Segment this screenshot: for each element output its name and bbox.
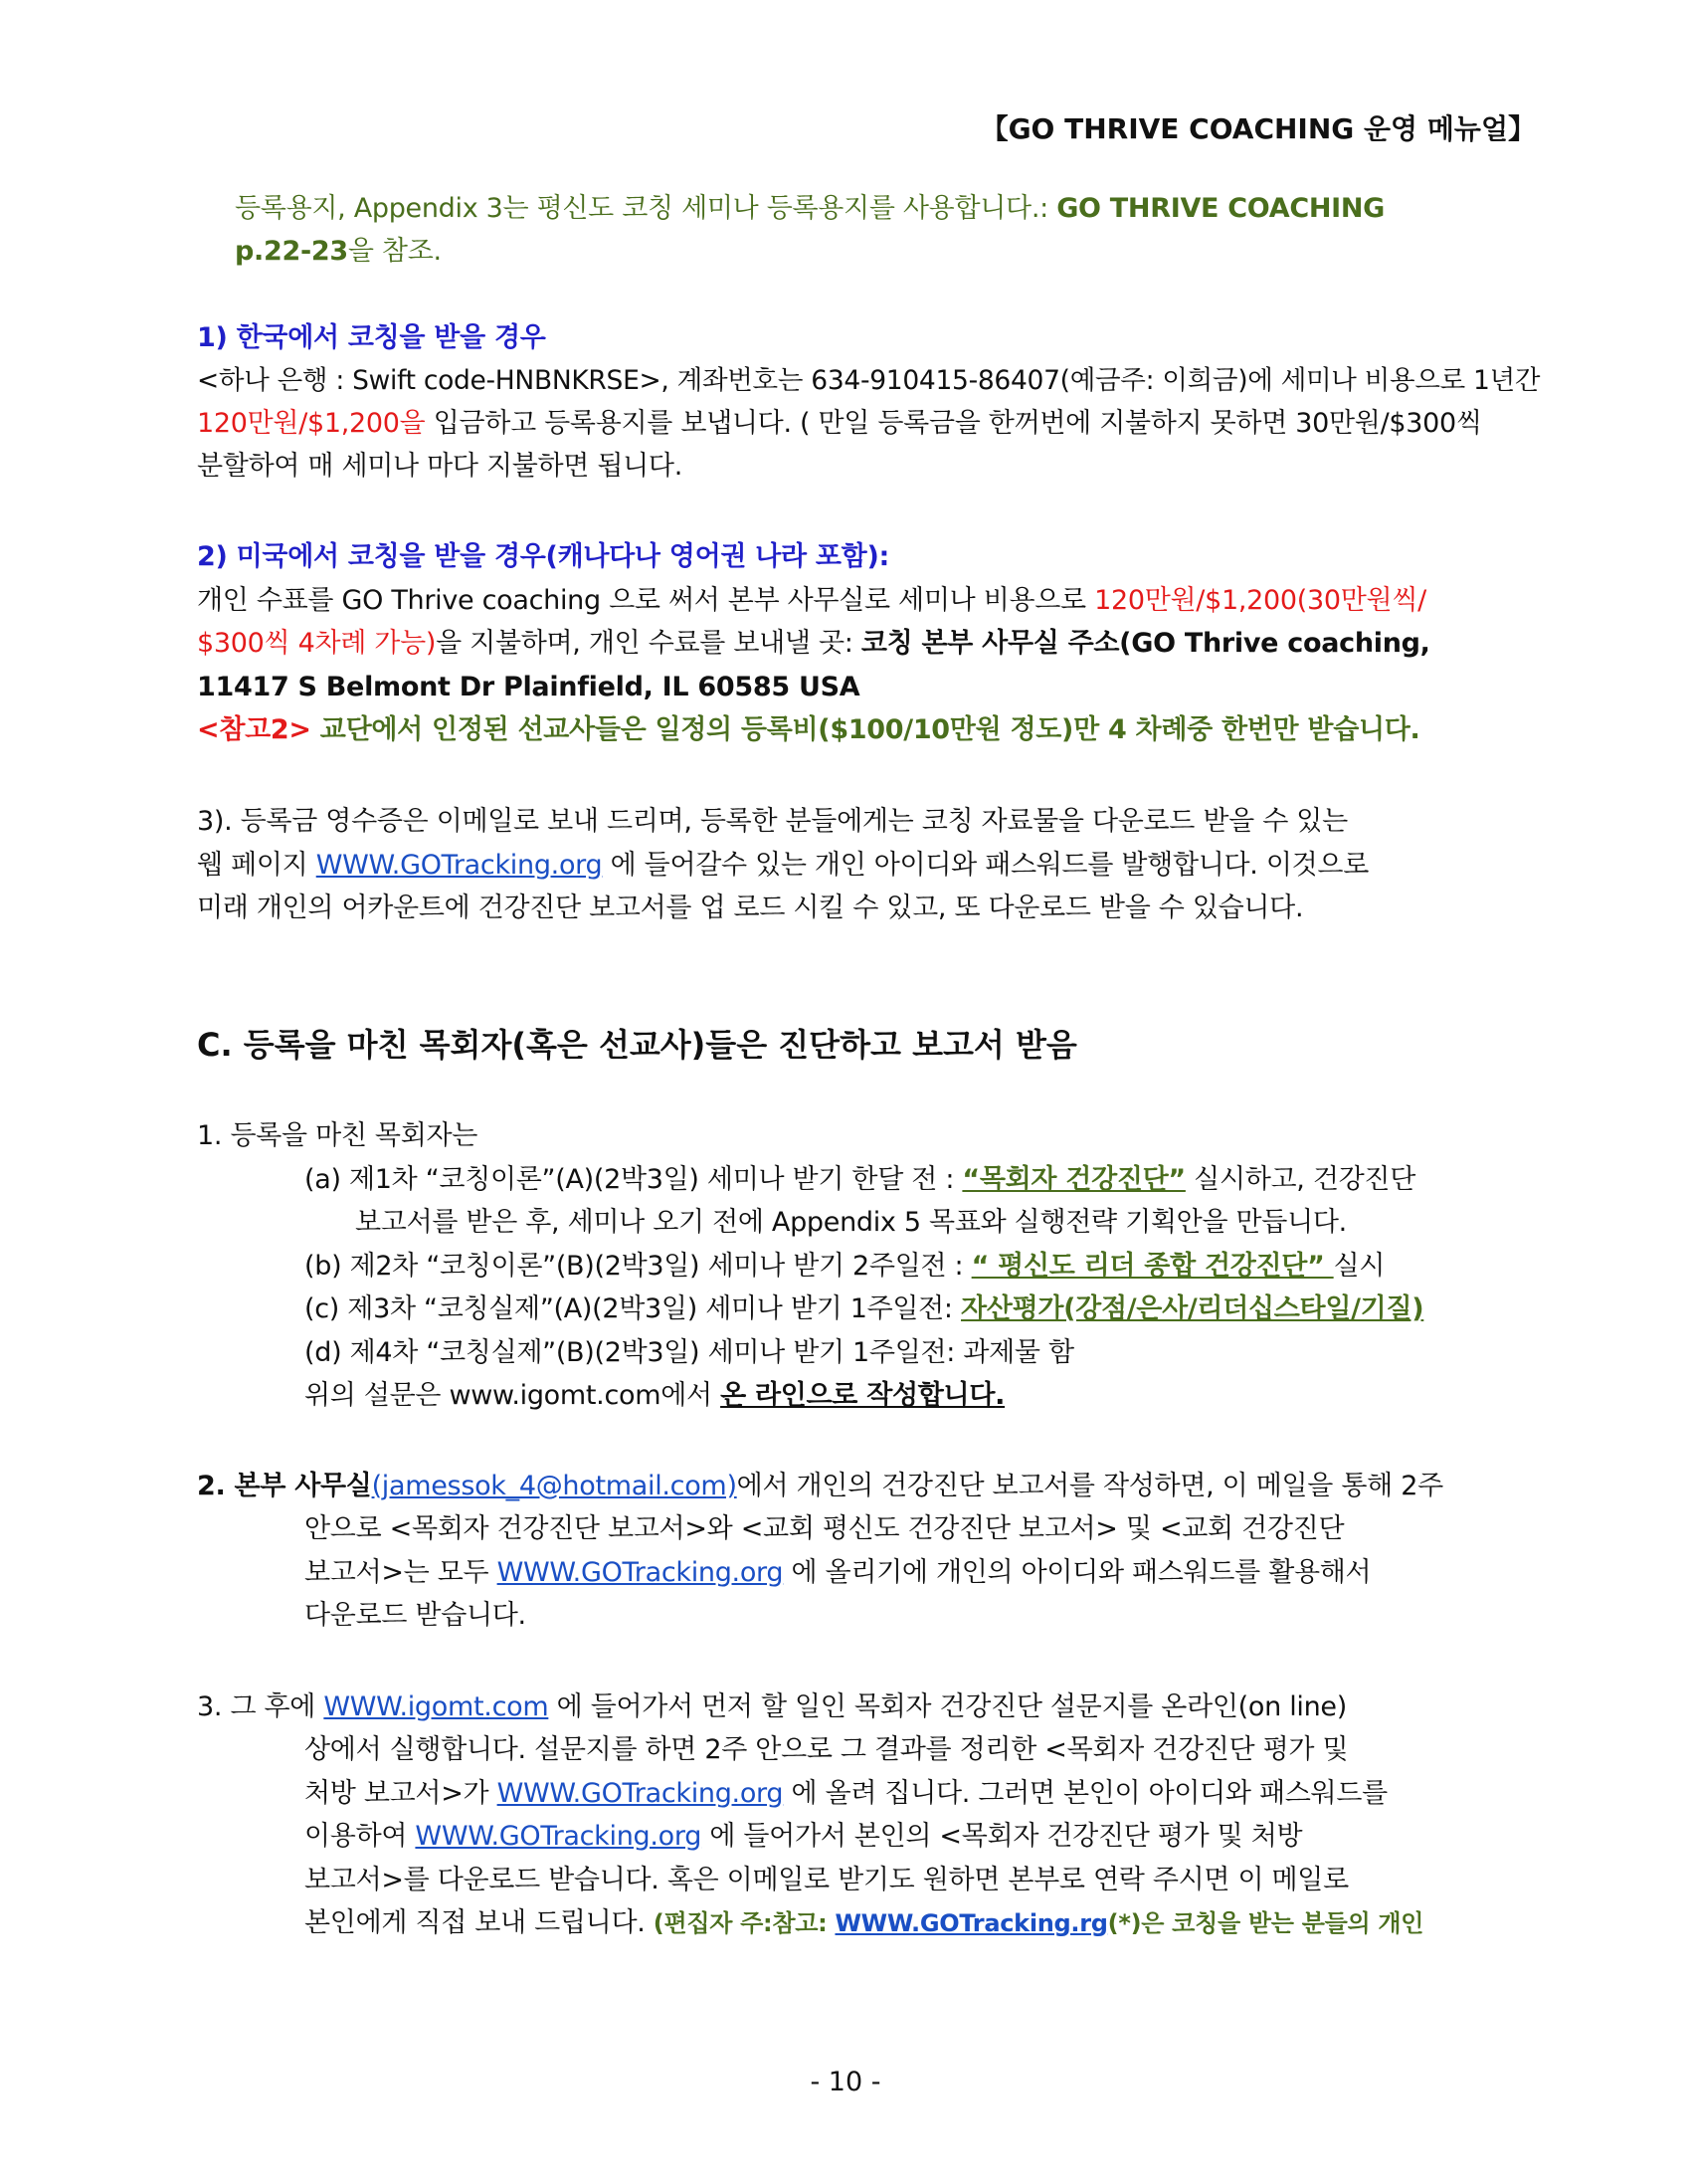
item-1a-line-1: (a) 제1차 “코칭이론”(A)(2박3일) 세미나 받기 한달 전 : “목회자 건강진단” 실시하고, 건강진단	[304, 1164, 1415, 1195]
section-3-line-1: 3). 등록금 영수증은 이메일로 보내 드리며, 등록한 분들에게는 코칭 자료물을 다운로드 받을 수 있는	[197, 806, 1348, 837]
item-3-line-3: 처방 보고서>가 WWW.GOTracking.org 에 올려 집니다. 그러면 본인이 아이디와 패스워드를	[304, 1778, 1388, 1809]
item-1d: (d) 제4차 “코칭실제”(B)(2박3일) 세미나 받기 1주일전: 과제물 함	[304, 1337, 1074, 1368]
item-3-line-1: 3. 그 후에 WWW.igomt.com 에 들어가서 먼저 할 일인 목회자 건강진단 설문지를 온라인(on line)	[197, 1691, 1347, 1722]
item-2-line-4: 다운로드 받습니다.	[304, 1600, 526, 1631]
section-2-line-2: $300씩 4차례 가능)을 지불하며, 개인 수료를 보내낼 곳: 코칭 본부 사무실 주소(GO Thrive coaching,	[197, 628, 1430, 659]
gotracking-rg-link[interactable]: WWW.GOTracking.rg	[835, 1909, 1108, 1937]
page-number: - 10 -	[810, 2067, 881, 2097]
item-1b: (b) 제2차 “코칭이론”(B)(2박3일) 세미나 받기 2주일전 : “ 평신도 리더 종합 건강진단” 실시	[304, 1251, 1386, 1282]
section-1-line-1: <하나 은행 : Swift code-HNBNKRSE>, 계좌번호는 634-910415-86407(예금주: 이희금)에 세미나 비용으로 1년간	[197, 365, 1541, 396]
item-3-line-2: 상에서 실행합니다. 설문지를 하면 2주 안으로 그 결과를 정리한 <목회자 건강진단 평가 및	[304, 1734, 1349, 1765]
intro-line-1: 등록용지, Appendix 3는 평신도 코칭 세미나 등록용지를 사용합니다.: GO THRIVE COACHING	[235, 193, 1386, 224]
item-2-line-1: 2. 본부 사무실(jamessok_4@hotmail.com)에서 개인의 건강진단 보고서를 작성하면, 이 메일을 통해 2주	[197, 1471, 1443, 1501]
section-2-heading: 2) 미국에서 코칭을 받을 경우(캐나다나 영어권 나라 포함):	[197, 541, 890, 572]
section-1-line-2: 120만원/$1,200을 입금하고 등록용지를 보냅니다. ( 만일 등록금을 한꺼번에 지불하지 못하면 30만원/$300씩	[197, 408, 1482, 439]
section-3-line-2: 웹 페이지 WWW.GOTracking.org 에 들어갈수 있는 개인 아이디와 패스워드를 발행합니다. 이것으로	[197, 850, 1369, 881]
item-3-line-5: 보고서>를 다운로드 받습니다. 혹은 이메일로 받기도 원하면 본부로 연락 주시면 이 메일로	[304, 1865, 1349, 1895]
email-link[interactable]: (jamessok_4@hotmail.com)	[371, 1471, 737, 1501]
gotracking-link[interactable]: WWW.GOTracking.org	[415, 1821, 702, 1852]
section-1-line-3: 분할하여 매 세미나 마다 지불하면 됩니다.	[197, 451, 682, 482]
item-3-line-4: 이용하여 WWW.GOTracking.org 에 들어가서 본인의 <목회자 건강진단 평가 및 처방	[304, 1821, 1303, 1852]
item-1a-line-2: 보고서를 받은 후, 세미나 오기 전에 Appendix 5 목표와 실행전략 기획안을 만듭니다.	[355, 1207, 1347, 1238]
item-1e: 위의 설문은 www.igomt.com에서 온 라인으로 작성합니다.	[304, 1380, 1006, 1411]
item-2-line-2: 안으로 <목회자 건강진단 보고서>와 <교회 평신도 건강진단 보고서> 및 <교회 건강진단	[304, 1513, 1345, 1544]
section-2-address: 11417 S Belmont Dr Plainfield, IL 60585 USA	[197, 672, 860, 702]
running-header: 【GO THRIVE COACHING 운영 메뉴얼】	[980, 112, 1536, 145]
item-3-line-6: 본인에게 직접 보내 드립니다. (편집자 주:참고: WWW.GOTracking.rg(*)은 코칭을 받는 분들의 개인	[304, 1907, 1424, 1938]
igomt-link[interactable]: WWW.igomt.com	[323, 1691, 549, 1722]
gotracking-link[interactable]: WWW.GOTracking.org	[496, 1557, 784, 1588]
section-2-note: <참고2> 교단에서 인정된 선교사들은 일정의 등록비($100/10만원 정도)만 4 차례중 한번만 받습니다.	[197, 714, 1420, 745]
item-1-label: 1. 등록을 마친 목회자는	[197, 1120, 478, 1151]
gotracking-link[interactable]: WWW.GOTracking.org	[496, 1778, 784, 1809]
item-2-line-3: 보고서>는 모두 WWW.GOTracking.org 에 올리기에 개인의 아이디와 패스워드를 활용해서	[304, 1557, 1372, 1588]
section-1-heading: 1) 한국에서 코칭을 받을 경우	[197, 322, 546, 353]
section-3-line-3: 미래 개인의 어카운트에 건강진단 보고서를 업 로드 시킬 수 있고, 또 다운로드 받을 수 있습니다.	[197, 893, 1304, 923]
section-c-title: C. 등록을 마친 목회자(혹은 선교사)들은 진단하고 보고서 받음	[197, 1026, 1077, 1064]
intro-line-2: p.22-23을 참조.	[235, 236, 442, 267]
section-2-line-1: 개인 수표를 GO Thrive coaching 으로 써서 본부 사무실로 세미나 비용으로 120만원/$1,200(30만원씩/	[197, 585, 1426, 616]
item-1c: (c) 제3차 “코칭실제”(A)(2박3일) 세미나 받기 1주일전: 자산평가(강점/은사/리더십스타일/기질)	[304, 1293, 1424, 1324]
gotracking-link[interactable]: WWW.GOTracking.org	[315, 850, 603, 881]
